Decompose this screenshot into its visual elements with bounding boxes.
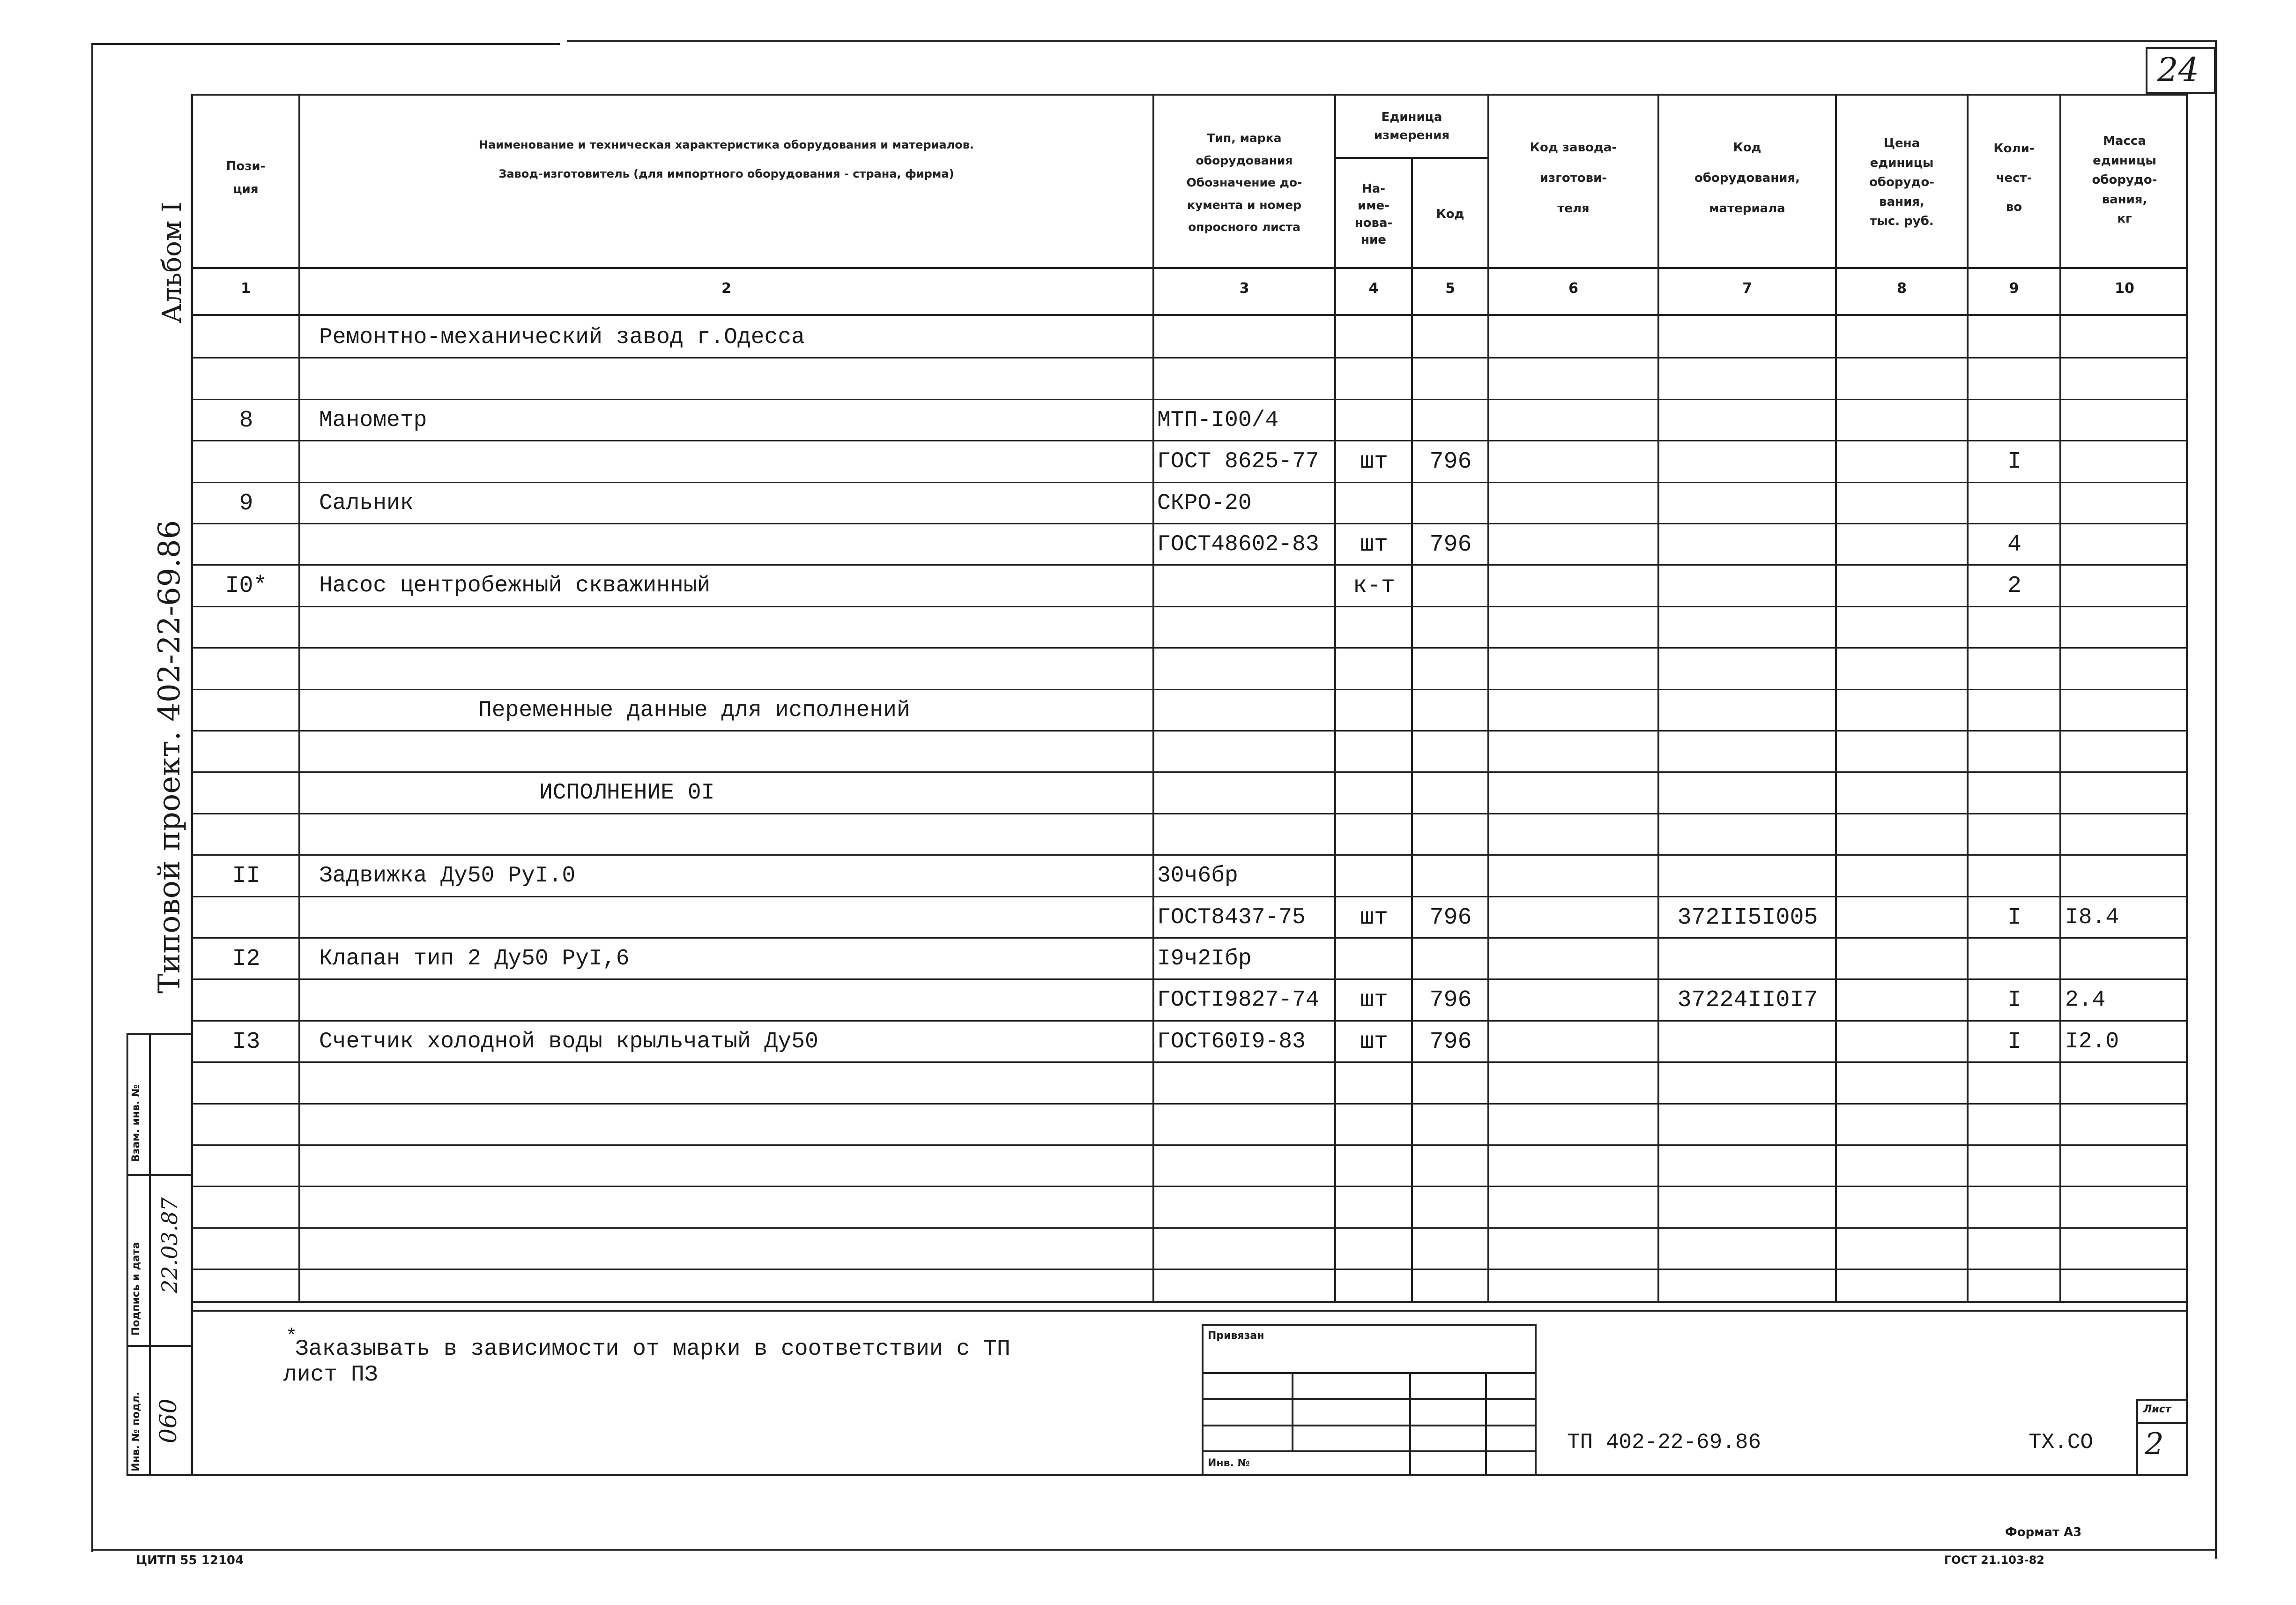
- table-cell-mass: I2.0: [2065, 1029, 2119, 1054]
- table-row-line: [191, 1186, 2188, 1187]
- table-cell-pos: 8: [239, 407, 253, 434]
- footnote-marker: *: [286, 1326, 297, 1347]
- table-cell-code: 796: [1429, 1028, 1472, 1055]
- col-line-8: [1967, 94, 1969, 1303]
- table-cell-type: ГОСТ60I9-83: [1157, 1029, 1306, 1054]
- stamp-top-line: [191, 1301, 2188, 1303]
- table-cell-qty: 4: [2007, 531, 2021, 558]
- stamp-privyazan-top: [1202, 1324, 1537, 1326]
- table-row-line: [191, 523, 2188, 524]
- table-row-line: [191, 854, 2188, 856]
- side-stamp-row-1: [126, 1174, 193, 1176]
- table-cell-name: Клапан тип 2 Ду50 РуI,6: [319, 946, 630, 971]
- footnote-line-1: Заказывать в зависимости от марки в соответствии с ТП: [295, 1336, 1011, 1362]
- right-border-line: [2215, 40, 2217, 1559]
- table-row-line: [191, 1103, 2188, 1105]
- table-row-line: [191, 1227, 2188, 1229]
- table-cell-pos: 9: [239, 490, 253, 517]
- column-number: 1: [241, 280, 251, 297]
- stamp-left-line: [1202, 1324, 1204, 1476]
- project-label: Типовой проект. 402-22-69.86: [152, 520, 187, 993]
- col-line-1: [298, 94, 300, 1303]
- stamp-doc-code: ТП 402-22-69.86: [1567, 1430, 1761, 1455]
- col-line-9: [2059, 94, 2061, 1303]
- col-line-7: [1835, 94, 1837, 1303]
- table-cell-code: 796: [1429, 904, 1472, 931]
- table-cell-type: ГОСТ8437-75: [1157, 904, 1306, 930]
- table-cell-type: ГОСТI9827-74: [1157, 987, 1319, 1013]
- table-cell-type: I9ч2Iбр: [1157, 946, 1252, 971]
- table-row-line: [191, 482, 2188, 483]
- top-border-line-2: [567, 40, 2216, 42]
- table-row-line: [191, 564, 2188, 566]
- col-line-5: [1487, 94, 1489, 1303]
- table-cell-name: Насос центробежный скважинный: [319, 573, 711, 599]
- header-position: Пози- ция: [226, 159, 266, 196]
- table-cell-name: Задвижка Ду50 РуI.0: [319, 863, 576, 889]
- table-cell-pos: II: [232, 863, 260, 890]
- table-cell-equip: 37224II0I7: [1677, 987, 1818, 1014]
- table-row-line: [191, 606, 2188, 607]
- table-cell-qty: I: [2007, 904, 2021, 931]
- left-border-line: [91, 43, 93, 1552]
- stamp-mark: ТХ.СО: [2029, 1430, 2094, 1455]
- column-number: 3: [1239, 280, 1249, 297]
- stamp-right-line: [1535, 1324, 1537, 1476]
- header-bottom-line: [191, 267, 2188, 269]
- table-cell-code: 796: [1429, 987, 1472, 1014]
- bottom-format: Формат А3: [2005, 1525, 2082, 1539]
- table-row-line: [191, 1061, 2188, 1063]
- stamp-col-2: [1409, 1372, 1411, 1476]
- table-row-line: [191, 1310, 2188, 1312]
- header-unit-name: На- име- нова- ние: [1354, 181, 1393, 247]
- stamp-sheet-split: [2136, 1422, 2188, 1424]
- column-number: 10: [2115, 280, 2134, 297]
- header-mass: Масса единицы оборудо- вания, кг: [2092, 134, 2157, 226]
- side-inv-podl-value: 060: [155, 1398, 182, 1443]
- table-cell-name: ИСПОЛНЕНИЕ 0I: [539, 780, 715, 806]
- side-vzam-inv: Взам. инв. №: [130, 1084, 142, 1162]
- table-row-line: [191, 937, 2188, 939]
- bottom-gost: ГОСТ 21.103-82: [1944, 1553, 2045, 1567]
- table-cell-type: 30ч6бр: [1157, 863, 1238, 889]
- table-cell-unit: шт: [1360, 531, 1388, 558]
- table-cell-type: ГОСТ48602-83: [1157, 532, 1319, 557]
- header-type: Тип, марка оборудования Обозначение до- кумента и номер опросного листа: [1186, 131, 1302, 234]
- table-row-line: [191, 771, 2188, 773]
- column-number: 7: [1742, 280, 1752, 297]
- table-cell-name: Манометр: [319, 407, 427, 433]
- table-cell-pos: I0*: [225, 573, 267, 600]
- table-cell-qty: I: [2007, 987, 2021, 1014]
- table-cell-type: МТП-I00/4: [1157, 407, 1279, 433]
- table-row-line: [191, 978, 2188, 980]
- table-cell-pos: I2: [232, 946, 260, 972]
- table-cell-unit: шт: [1360, 987, 1388, 1014]
- header-price: Цена единицы оборудо- вания, тыс. руб.: [1869, 136, 1935, 229]
- header-name: Наименование и техническая характеристика оборудования и материалов. Завод-изготовитель (для импортного оборудования - страна, фирма): [479, 138, 974, 180]
- table-cell-type: ГОСТ 8625-77: [1157, 449, 1319, 475]
- table-cell-name: Переменные данные для исполнений: [478, 697, 910, 723]
- table-row-line: [191, 813, 2188, 814]
- col-line-3: [1334, 94, 1336, 1303]
- header-plant-code: Код завода- изготови- теля: [1530, 140, 1617, 216]
- colnum-bottom-line: [191, 314, 2188, 316]
- footnote-line-2: лист ПЗ: [283, 1362, 378, 1388]
- table-cell-name: Сальник: [319, 490, 414, 516]
- table-cell-pos: I3: [232, 1028, 260, 1055]
- table-row-line: [191, 399, 2188, 400]
- stamp-privyazan-label: Привязан: [1208, 1330, 1264, 1342]
- table-cell-mass: 2.4: [2065, 987, 2106, 1013]
- bottom-left-code: ЦИТП 55 12104: [136, 1553, 244, 1568]
- table-cell-unit: шт: [1360, 448, 1388, 476]
- table-cell-unit: к-т: [1352, 573, 1395, 600]
- column-number: 4: [1368, 280, 1379, 297]
- column-number: 5: [1445, 280, 1455, 297]
- col-line-2: [1152, 94, 1154, 1303]
- column-number: 8: [1897, 280, 1907, 297]
- side-podpis-data: Подпись и дата: [130, 1242, 142, 1336]
- table-cell-mass: I8.4: [2065, 904, 2119, 930]
- table-row-line: [191, 1020, 2188, 1022]
- table-row-line: [191, 896, 2188, 897]
- header-quantity: Коли- чест- во: [1993, 142, 2035, 215]
- bottom-border-line: [91, 1549, 2216, 1551]
- corner-number: 24: [2157, 51, 2199, 89]
- column-number: 2: [721, 280, 731, 297]
- side-stamp-row-2: [126, 1345, 193, 1347]
- table-row-line: [191, 689, 2188, 690]
- table-cell-equip: 372II5I005: [1677, 904, 1818, 931]
- stamp-inv-label: Инв. №: [1208, 1457, 1250, 1469]
- table-cell-unit: шт: [1360, 904, 1388, 931]
- stamp-col-1: [1292, 1372, 1293, 1452]
- side-inv-podl: Инв. № подл.: [130, 1391, 142, 1471]
- header-unit-code: Код: [1436, 207, 1464, 221]
- side-signature: 22.03.87: [157, 1197, 182, 1293]
- header-unit: Единица измерения: [1374, 110, 1450, 142]
- unit-header-split: [1334, 157, 1489, 159]
- stamp-sheet-label: Лист: [2143, 1403, 2171, 1415]
- table-cell-code: 796: [1429, 448, 1472, 476]
- table-row-line: [191, 1269, 2188, 1270]
- table-cell-qty: 2: [2007, 573, 2021, 600]
- album-label: Альбом I: [157, 202, 187, 323]
- stamp-col-3: [1485, 1372, 1487, 1476]
- top-border-line: [91, 43, 560, 45]
- table-cell-code: 796: [1429, 531, 1472, 558]
- header-equipment-code: Код оборудования, материала: [1694, 140, 1800, 216]
- table-row-line: [191, 647, 2188, 649]
- column-number: 9: [2009, 280, 2019, 297]
- column-number: 6: [1568, 280, 1578, 297]
- side-stamp-split: [149, 1033, 151, 1476]
- table-cell-type: СКРО-20: [1157, 490, 1252, 516]
- table-cell-qty: I: [2007, 1028, 2021, 1055]
- table-row-line: [191, 357, 2188, 358]
- table-cell-qty: I: [2007, 448, 2021, 476]
- col-line-6: [1657, 94, 1659, 1303]
- table-row-line: [191, 730, 2188, 732]
- table-row-line: [191, 1144, 2188, 1146]
- table-cell-name: Ремонтно-механический завод г.Одесса: [319, 325, 805, 350]
- table-cell-name: Счетчик холодной воды крыльчатый Ду50: [319, 1029, 818, 1054]
- table-row-line: [191, 440, 2188, 441]
- stamp-sheet-number: 2: [2145, 1427, 2164, 1462]
- table-cell-unit: шт: [1360, 1028, 1388, 1055]
